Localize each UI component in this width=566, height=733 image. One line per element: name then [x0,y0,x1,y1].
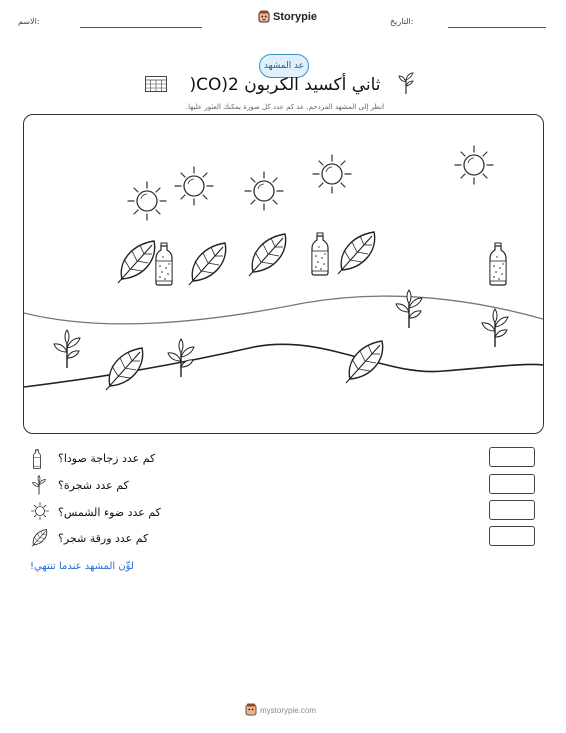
question-soda-bottle: كم عدد زجاجة صودا؟ [58,452,156,465]
sapling-title-icon [398,72,414,94]
date-label: التاريخ: [390,17,414,26]
brand-name: Storypie [273,10,318,23]
brand-logo [258,10,317,23]
instructions-text: انظر إلى المشهد المزدحم. عد كم عدد كل صورة يمكنك العثور عليها. [185,103,385,111]
footer-site[interactable]: mystorypie.com [260,706,317,715]
answer-box-soda-bottle[interactable] [489,447,535,467]
leaf-icon [31,528,49,548]
storypie-mascot-icon [258,10,270,23]
scene-drawing [24,115,543,433]
footer-mascot-icon [245,703,257,716]
answer-box-leaf[interactable] [489,526,535,546]
activity-badge: عد المشهد [259,54,309,78]
question-sapling: كم عدد شجرة؟ [58,479,129,492]
answer-box-sapling[interactable] [489,474,535,494]
calendar-grid-icon [145,76,167,92]
name-label: الاسم: [18,17,40,26]
date-line[interactable] [448,27,546,28]
question-sun: كم عدد ضوء الشمس؟ [58,506,161,519]
page-title: ثاني أكسيد الكربون CO)2( [189,75,381,95]
sun-icon [31,502,49,520]
question-leaf: كم عدد ورقة شجر؟ [58,532,149,545]
soda-bottle-icon [31,449,43,469]
counting-scene [23,114,544,434]
sapling-icon [31,475,47,495]
answer-box-sun[interactable] [489,500,535,520]
name-line[interactable] [80,27,202,28]
coloring-note: لوِّن المشهد عندما تنتهي! [30,561,134,572]
